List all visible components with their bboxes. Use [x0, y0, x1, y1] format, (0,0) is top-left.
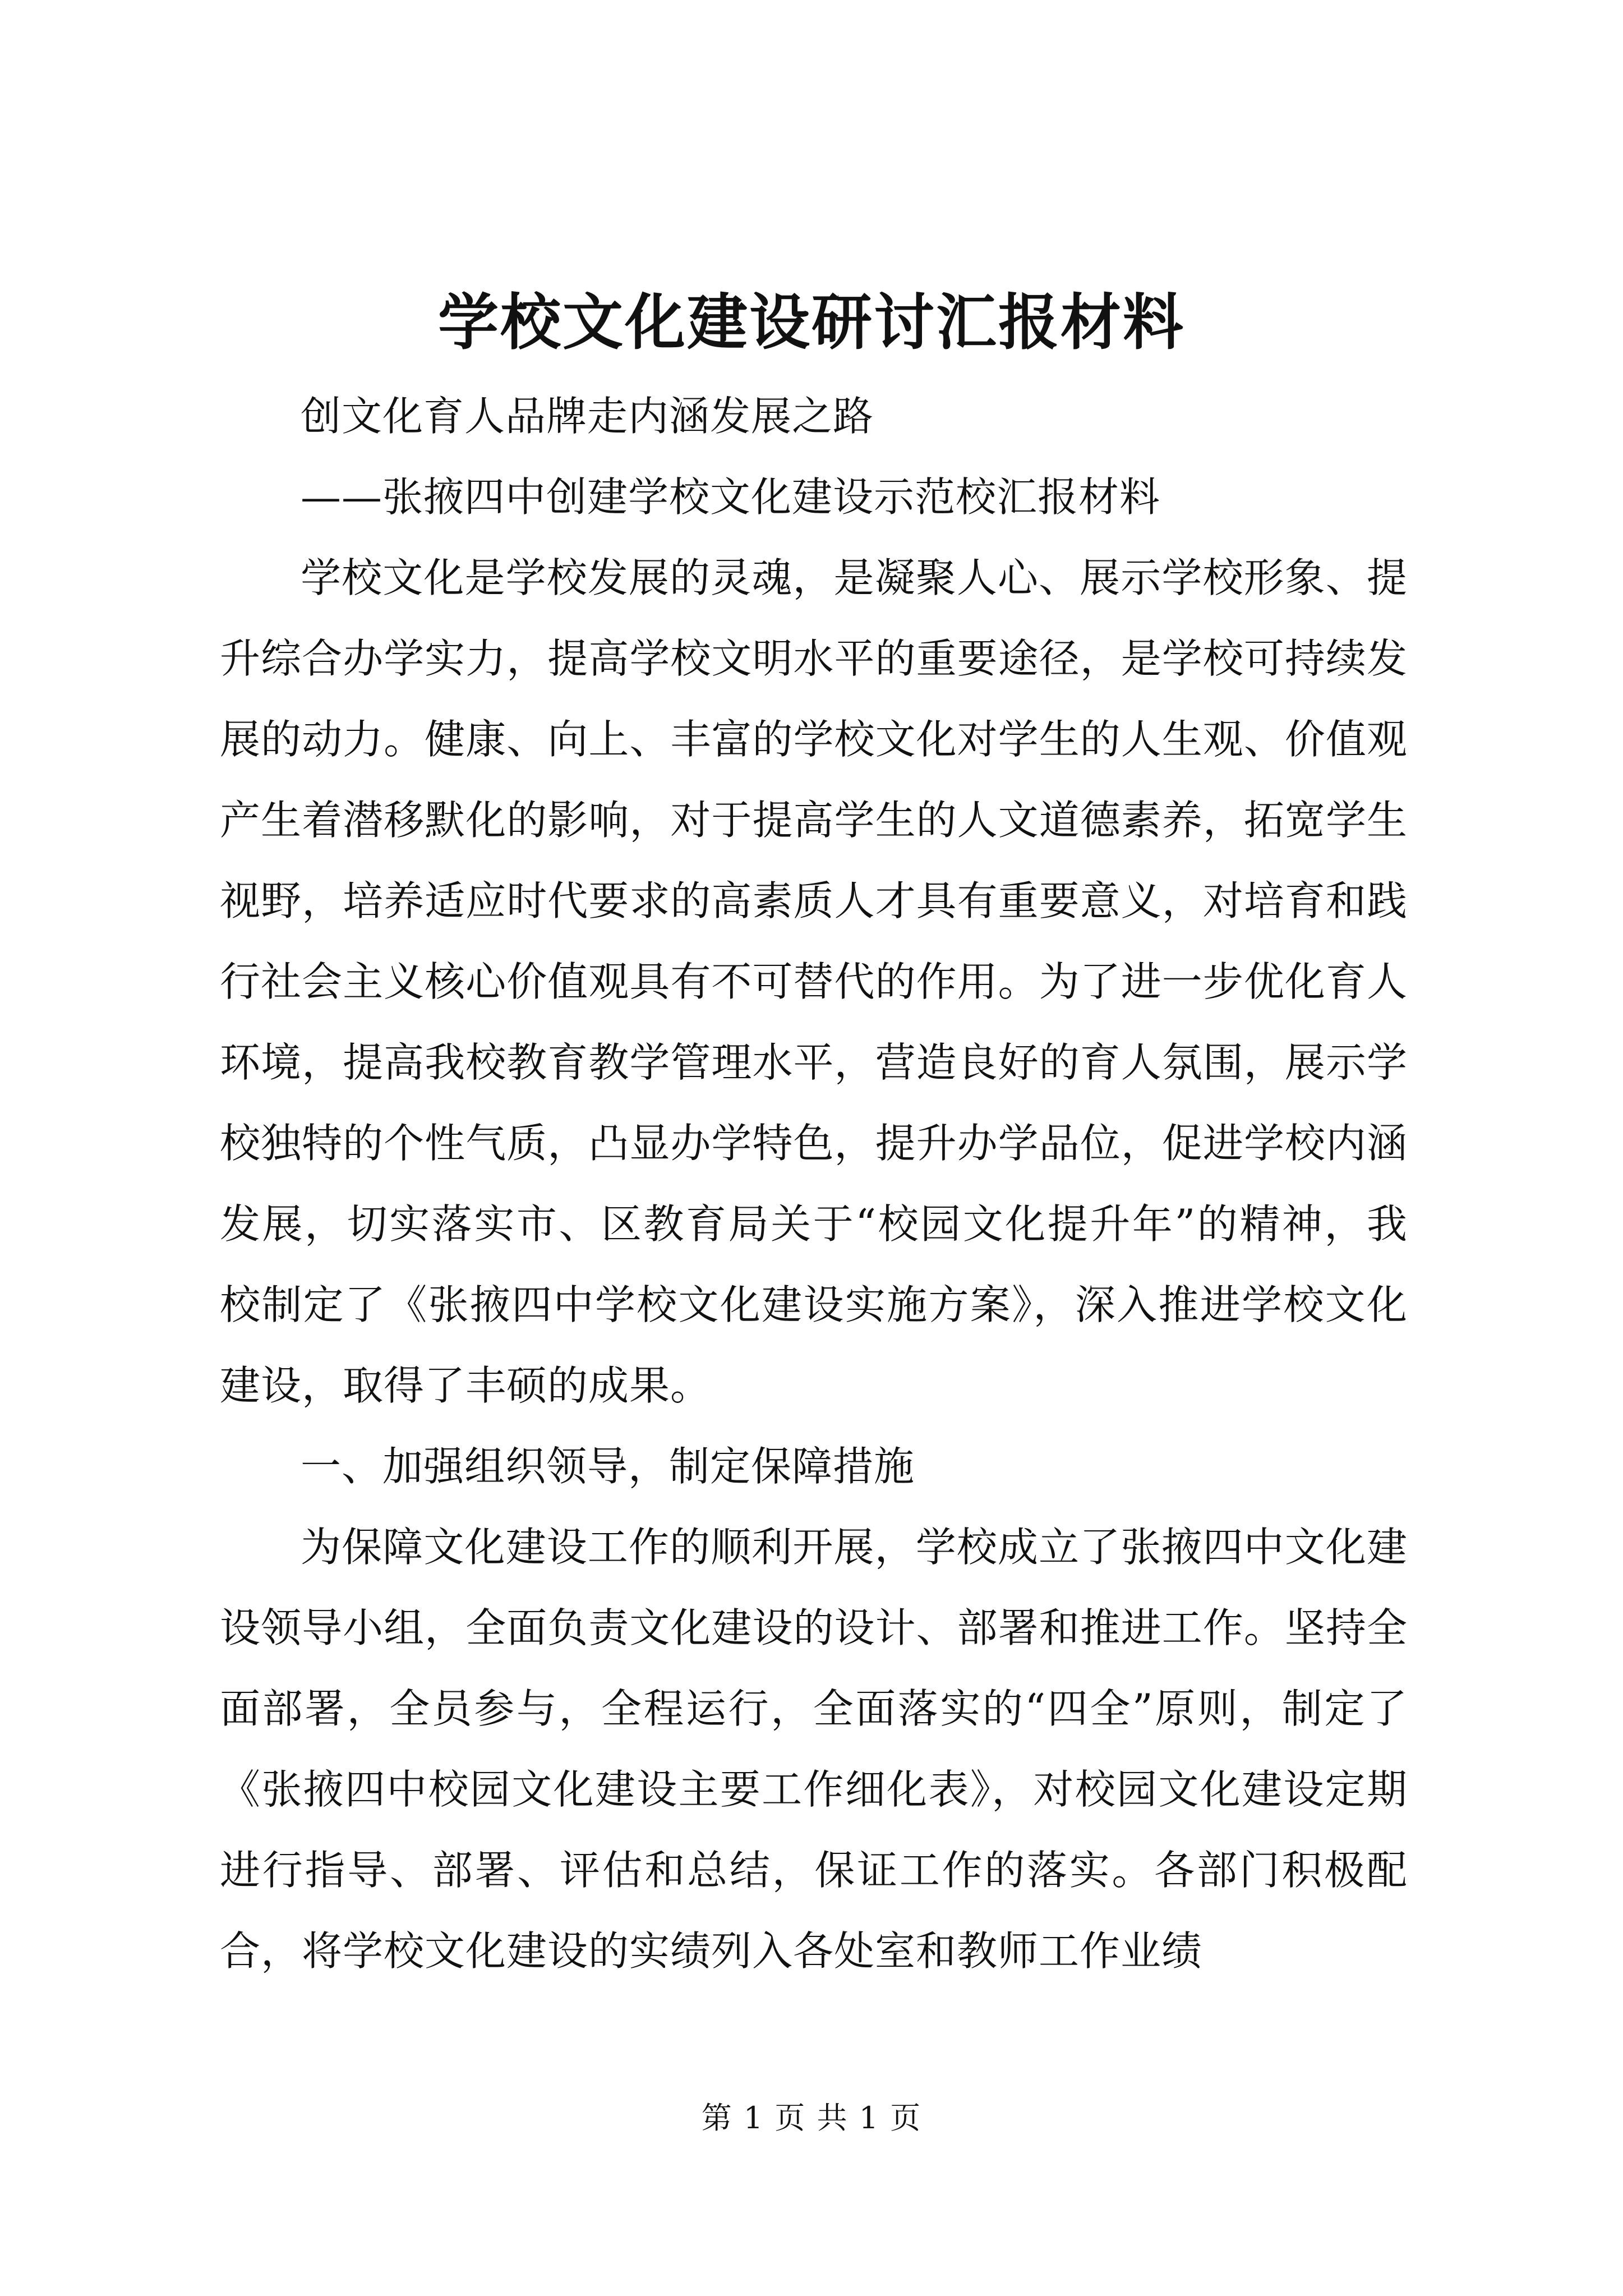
- section-heading-1: 一、加强组织领导，制定保障措施: [301, 1443, 915, 1490]
- paragraph-intro: 学校文化是学校发展的灵魂，是凝聚人心、展示学校形象、提升综合办学实力，提高学校文明水平的重要途径，是学校可持续发展的动力。健康、向上、丰富的学校文化对学生的人生观、价值观产生着潜移默化的影响，对于提高学生的人文道德素养，拓宽学生视野，培养适应时代要求的高素质人才具有重要意义，对培育和践行社会主义核心价值观具有不可替代的作用。为了进一步优化育人环境，提高我校教育教学管理水平，营造良好的育人氛围，展示学校独特的个性气质，凸显办学特色，提升办学品位，促进学校内涵发展，切实落实市、区教育局关于“校园文化提升年”的精神，我校制定了《张掖四中学校文化建设实施方案》，深入推进学校文化建设，取得了丰硕的成果。: [220, 554, 1408, 1409]
- paragraph-section-1: 为保障文化建设工作的顺利开展，学校成立了张掖四中文化建设领导小组，全面负责文化建设的设计、部署和推进工作。坚持全面部署，全员参与，全程运行，全面落实的“四全”原则，制定了《张掖四中校园文化建设主要工作细化表》，对校园文化建设定期进行指导、部署、评估和总结，保证工作的落实。各部门积极配合，将学校文化建设的实绩列入各处室和教师工作业绩: [220, 1524, 1408, 1975]
- document-title: 学校文化建设研讨汇报材料: [437, 287, 1185, 358]
- subtitle: 创文化育人品牌走内涵发展之路: [301, 393, 874, 440]
- page-footer: 第 1 页 共 1 页: [701, 2100, 922, 2136]
- subtitle-school: ——张掖四中创建学校文化建设示范校汇报材料: [301, 473, 1161, 521]
- document-body: [220, 376, 1408, 1991]
